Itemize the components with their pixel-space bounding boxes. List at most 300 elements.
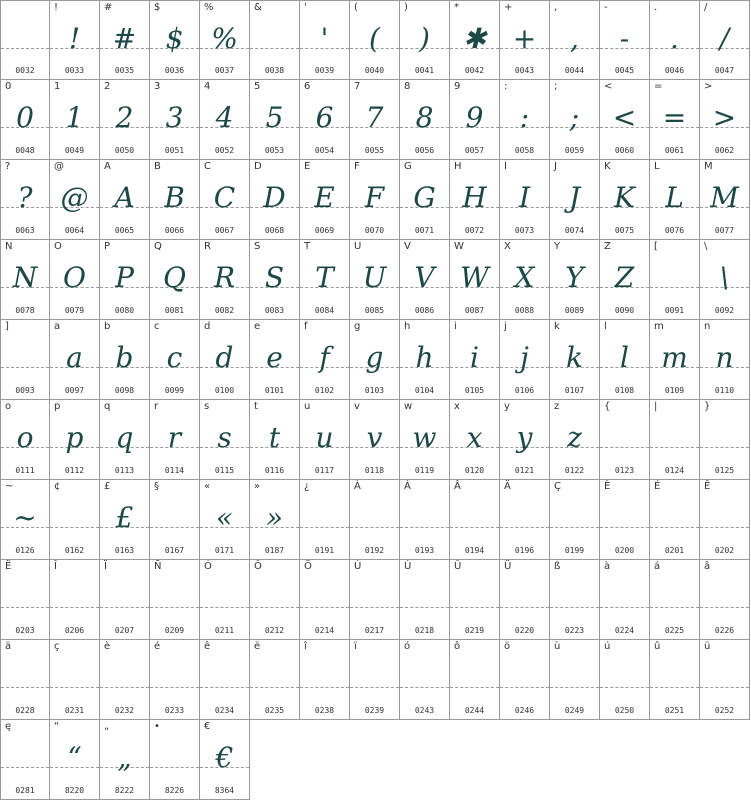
glyph-code: 0192 [364, 546, 385, 555]
glyph-label: x [454, 401, 460, 412]
glyph-cell-0075 [600, 160, 650, 240]
glyph-cell-0036 [150, 0, 200, 80]
glyph-label: 2 [104, 81, 111, 92]
glyph-code: 0074 [564, 226, 585, 235]
glyph-label: £ [104, 481, 111, 492]
glyph-sample [550, 656, 599, 700]
glyph-label: Ù [354, 561, 362, 572]
glyph-cell-0082 [200, 240, 250, 320]
glyph-sample [300, 576, 349, 620]
glyph-sample: N [12, 261, 38, 294]
glyph-sample [400, 576, 449, 620]
glyph-sample [100, 656, 149, 700]
glyph-code: 0079 [64, 306, 85, 315]
glyph-label: - [604, 2, 608, 13]
glyph-code: 0085 [364, 306, 385, 315]
glyph-cell-0115 [200, 400, 250, 480]
glyph-cell-8226 [150, 720, 200, 800]
glyph-sample: # [112, 22, 137, 55]
glyph-label: n [704, 321, 711, 332]
glyph-code: 0196 [514, 546, 535, 555]
glyph-cell-8364 [200, 720, 250, 800]
glyph-label: [ [654, 241, 658, 252]
glyph-code: 0063 [15, 226, 35, 235]
glyph-label: z [554, 401, 560, 412]
glyph-cell-0077 [700, 160, 750, 240]
glyph-sample: € [215, 741, 234, 774]
glyph-label: À [354, 481, 361, 492]
glyph-code: 0191 [314, 546, 335, 555]
glyph-cell-0071 [400, 160, 450, 240]
glyph-label: • [154, 721, 160, 732]
glyph-label: ô [454, 641, 461, 652]
glyph-code: 0223 [564, 626, 585, 635]
glyph-cell-0235 [250, 640, 300, 720]
glyph-label: ö [504, 641, 511, 652]
glyph-code: 0065 [114, 226, 135, 235]
glyph-code: 0058 [514, 146, 535, 155]
glyph-cell-0039 [300, 0, 350, 80]
glyph-label: § [154, 481, 159, 492]
glyph-sample: p [65, 421, 84, 454]
glyph-cell-0047 [700, 0, 750, 80]
glyph-code: 0080 [114, 306, 135, 315]
glyph-sample [1, 576, 49, 620]
glyph-cell-0217 [350, 560, 400, 640]
glyph-code: 0187 [264, 546, 285, 555]
glyph-cell-0062 [700, 80, 750, 160]
glyph-code: 0070 [364, 226, 385, 235]
glyph-code: 0246 [514, 706, 535, 715]
glyph-code: 0059 [564, 146, 585, 155]
glyph-code: 8220 [64, 786, 85, 795]
glyph-label: A [104, 161, 111, 172]
glyph-cell-0041 [400, 0, 450, 80]
glyph-cell-0078 [0, 240, 50, 320]
glyph-code: 0081 [164, 306, 185, 315]
glyph-sample: £ [115, 501, 134, 534]
glyph-label: w [404, 401, 413, 412]
glyph-label: B [154, 161, 161, 172]
glyph-cell-0114 [150, 400, 200, 480]
glyph-code: 0098 [114, 386, 135, 395]
glyph-label: ] [5, 321, 9, 332]
glyph-cell-0239 [350, 640, 400, 720]
glyph-code: 8222 [114, 786, 135, 795]
glyph-sample [450, 576, 499, 620]
glyph-sample: r [167, 421, 182, 454]
glyph-sample: E [314, 181, 335, 214]
glyph-cell-0167 [150, 480, 200, 560]
glyph-cell-0191 [300, 480, 350, 560]
glyph-code: 0244 [464, 706, 485, 715]
glyph-code: 0200 [614, 546, 635, 555]
glyph-cell-0209 [150, 560, 200, 640]
glyph-sample [350, 496, 399, 540]
glyph-sample [50, 656, 99, 700]
glyph-sample [150, 496, 199, 540]
glyph-label: + [504, 2, 513, 13]
glyph-label: Q [154, 241, 162, 252]
glyph-label: P [104, 241, 111, 252]
glyph-cell-0070 [350, 160, 400, 240]
glyph-sample [650, 256, 699, 300]
glyph-code: 0083 [264, 306, 285, 315]
glyph-sample: ✱ [462, 22, 487, 55]
glyph-sample [450, 656, 499, 700]
glyph-label: k [554, 321, 560, 332]
glyph-sample: S [264, 261, 285, 294]
glyph-sample [150, 736, 199, 780]
glyph-sample [600, 496, 649, 540]
glyph-cell-0111 [0, 400, 50, 480]
glyph-code: 0201 [664, 546, 685, 555]
glyph-sample: G [413, 181, 436, 214]
glyph-code: 0075 [614, 226, 635, 235]
glyph-cell-0097 [50, 320, 100, 400]
glyph-cell-0200 [600, 480, 650, 560]
glyph-sample: 4 [215, 101, 234, 134]
glyph-code: 0072 [464, 226, 485, 235]
glyph-label: ê [204, 641, 211, 652]
glyph-label: | [654, 401, 658, 412]
glyph-label: á [654, 561, 661, 572]
glyph-cell-0065 [100, 160, 150, 240]
glyph-label: Ö [304, 561, 312, 572]
glyph-cell-0037 [200, 0, 250, 80]
glyph-sample: H [462, 181, 487, 214]
glyph-sample: U [362, 261, 387, 294]
glyph-cell-0081 [150, 240, 200, 320]
glyph-sample: o [16, 421, 34, 454]
glyph-sample [600, 576, 649, 620]
glyph-label: ; [554, 81, 558, 92]
glyph-sample: k [566, 341, 583, 374]
glyph-sample [700, 576, 749, 620]
glyph-sample: F [364, 181, 385, 214]
glyph-cell-0162 [50, 480, 100, 560]
glyph-label: ï [354, 641, 357, 652]
glyph-label: è [104, 641, 111, 652]
glyph-label: m [654, 321, 664, 332]
glyph-sample: 1 [65, 101, 84, 134]
glyph-code: 0107 [564, 386, 585, 395]
glyph-label: 6 [304, 81, 311, 92]
glyph-cell-0109 [650, 320, 700, 400]
glyph-label: S [254, 241, 261, 252]
glyph-code: 0117 [314, 466, 335, 475]
glyph-label: , [554, 2, 558, 13]
glyph-code: 0123 [614, 466, 635, 475]
glyph-cell-0040 [350, 0, 400, 80]
glyph-cell-0119 [400, 400, 450, 480]
glyph-sample [150, 576, 199, 620]
glyph-cell-0228 [0, 640, 50, 720]
glyph-code: 0055 [364, 146, 385, 155]
glyph-cell-0214 [300, 560, 350, 640]
glyph-sample: . [670, 22, 679, 55]
glyph-cell-0201 [650, 480, 700, 560]
glyph-sample: Z [614, 261, 635, 294]
glyph-sample: ! [68, 22, 81, 55]
glyph-label: M [704, 161, 713, 172]
glyph-cell-0066 [150, 160, 200, 240]
glyph-cell-0193 [400, 480, 450, 560]
glyph-code: 0037 [214, 66, 235, 75]
glyph-cell-0121 [500, 400, 550, 480]
glyph-cell-0234 [200, 640, 250, 720]
glyph-label: 3 [154, 81, 161, 92]
glyph-label: = [654, 81, 663, 92]
glyph-label: Û [454, 561, 462, 572]
glyph-code: 0226 [714, 626, 735, 635]
glyph-label: N [5, 241, 13, 252]
glyph-cell-0046 [650, 0, 700, 80]
glyph-cell-0076 [650, 160, 700, 240]
glyph-cell-0246 [500, 640, 550, 720]
glyph-code: 0199 [564, 546, 585, 555]
glyph-code: 0104 [414, 386, 435, 395]
glyph-cell-0053 [250, 80, 300, 160]
glyph-cell-0052 [200, 80, 250, 160]
glyph-sample [150, 656, 199, 700]
glyph-label: . [654, 2, 658, 13]
glyph-sample [1, 736, 49, 780]
glyph-sample: @ [60, 181, 89, 214]
glyph-label: Î [54, 561, 57, 572]
glyph-label: é [154, 641, 161, 652]
glyph-code: 0119 [414, 466, 435, 475]
glyph-sample [550, 496, 599, 540]
glyph-label: ę [5, 721, 12, 732]
glyph-cell-0061 [650, 80, 700, 160]
glyph-sample: m [661, 341, 688, 374]
glyph-sample: v [366, 421, 383, 454]
glyph-cell-0063 [0, 160, 50, 240]
glyph-label: c [154, 321, 160, 332]
glyph-cell-0244 [450, 640, 500, 720]
glyph-sample: = [662, 101, 687, 134]
glyph-code: 0194 [464, 546, 485, 555]
glyph-label: ù [554, 641, 561, 652]
glyph-sample [250, 17, 299, 61]
glyph-label: ß [554, 561, 561, 572]
glyph-label: L [654, 161, 660, 172]
glyph-sample: + [512, 22, 537, 55]
glyph-code: 0041 [414, 66, 435, 75]
glyph-cell-0099 [150, 320, 200, 400]
glyph-label: 4 [204, 81, 211, 92]
glyph-cell-0116 [250, 400, 300, 480]
glyph-code: 0225 [664, 626, 685, 635]
glyph-label: ü [704, 641, 711, 652]
glyph-sample: B [164, 181, 185, 214]
glyph-label: @ [54, 161, 64, 172]
glyph-code: 0044 [564, 66, 585, 75]
glyph-label: 1 [54, 81, 61, 92]
glyph-code: 0124 [664, 466, 685, 475]
glyph-label: à [604, 561, 611, 572]
glyph-cell-0057 [450, 80, 500, 160]
glyph-cell-0231 [50, 640, 100, 720]
glyph-cell-0125 [700, 400, 750, 480]
glyph-label: E [304, 161, 311, 172]
glyph-sample: d [215, 341, 234, 374]
glyph-label: ú [604, 641, 611, 652]
glyph-cell-0084 [300, 240, 350, 320]
glyph-code: 0069 [314, 226, 335, 235]
glyph-label: Ç [554, 481, 561, 492]
glyph-sample: t [268, 421, 281, 454]
glyph-cell-0106 [500, 320, 550, 400]
glyph-cell-0250 [600, 640, 650, 720]
glyph-label: y [504, 401, 510, 412]
glyph-code: 0122 [564, 466, 585, 475]
glyph-cell-0124 [650, 400, 700, 480]
glyph-code: 0066 [164, 226, 185, 235]
glyph-cell-0118 [350, 400, 400, 480]
glyph-cell-0079 [50, 240, 100, 320]
glyph-label: Ó [204, 561, 212, 572]
glyph-code: 0228 [15, 706, 35, 715]
glyph-sample: 8 [415, 101, 434, 134]
glyph-label: € [204, 721, 211, 732]
glyph-code: 0052 [214, 146, 235, 155]
glyph-label: $ [154, 2, 161, 13]
glyph-label: Ä [504, 481, 511, 492]
glyph-code: 0211 [214, 626, 235, 635]
glyph-sample: q [115, 421, 134, 454]
glyph-label: î [304, 641, 307, 652]
glyph-label: “ [54, 721, 60, 732]
glyph-label: Ô [254, 561, 262, 572]
glyph-code: 0047 [714, 66, 735, 75]
glyph-label: 5 [254, 81, 261, 92]
glyph-cell-0068 [250, 160, 300, 240]
glyph-code: 0249 [564, 706, 585, 715]
glyph-label: ä [5, 641, 12, 652]
glyph-sample: s [217, 421, 232, 454]
glyph-code: 0082 [214, 306, 235, 315]
glyph-sample: 9 [465, 101, 484, 134]
glyph-sample: ( [369, 22, 380, 55]
glyph-cell-0232 [100, 640, 150, 720]
glyph-cell-0048 [0, 80, 50, 160]
glyph-cell-0088 [500, 240, 550, 320]
glyph-label: G [404, 161, 412, 172]
glyph-cell-0251 [650, 640, 700, 720]
glyph-code: 0234 [214, 706, 235, 715]
glyph-sample: $ [165, 22, 184, 55]
glyph-code: 0099 [164, 386, 185, 395]
glyph-sample: Y [565, 261, 584, 294]
glyph-label: H [454, 161, 462, 172]
glyph-sample: ? [17, 181, 33, 214]
glyph-label: ¢ [54, 481, 61, 492]
glyph-code: 0220 [514, 626, 535, 635]
glyph-code: 0118 [364, 466, 385, 475]
glyph-code: 0043 [514, 66, 535, 75]
glyph-sample [650, 416, 699, 460]
glyph-cell-0100 [200, 320, 250, 400]
glyph-code: 0108 [614, 386, 635, 395]
glyph-sample [650, 656, 699, 700]
glyph-sample: g [365, 341, 384, 374]
glyph-sample: ; [569, 101, 580, 134]
glyph-label: > [704, 81, 713, 92]
glyph-code: 0252 [714, 706, 735, 715]
glyph-code: 0046 [664, 66, 685, 75]
glyph-label: » [254, 481, 261, 492]
glyph-sample: 6 [315, 101, 334, 134]
glyph-code: 0087 [464, 306, 485, 315]
glyph-code: 0235 [264, 706, 285, 715]
glyph-code: 0097 [64, 386, 85, 395]
glyph-label: j [504, 321, 507, 332]
glyph-code: 0077 [714, 226, 735, 235]
glyph-code: 0171 [214, 546, 235, 555]
glyph-sample: Q [163, 261, 186, 294]
glyph-label: / [704, 2, 708, 13]
glyph-label: * [454, 2, 459, 13]
glyph-code: 0064 [64, 226, 85, 235]
glyph-code: 0067 [214, 226, 235, 235]
glyph-sample [350, 576, 399, 620]
glyph-sample: j [520, 341, 529, 374]
glyph-code: 0125 [714, 466, 735, 475]
glyph-sample [350, 656, 399, 700]
glyph-cell-0038 [250, 0, 300, 80]
glyph-sample: : [519, 101, 530, 134]
glyph-label: È [604, 481, 611, 492]
glyph-label: o [5, 401, 12, 412]
glyph-sample: W [460, 261, 489, 294]
glyph-sample: I [518, 181, 531, 214]
glyph-sample [250, 656, 299, 700]
glyph-label: ¿ [304, 481, 310, 492]
glyph-sample: » [265, 501, 284, 534]
glyph-label: Á [404, 481, 411, 492]
glyph-code: 0054 [314, 146, 335, 155]
glyph-code: 0206 [64, 626, 85, 635]
glyph-sample: 7 [365, 101, 384, 134]
glyph-label: t [254, 401, 258, 412]
glyph-cell-0207 [100, 560, 150, 640]
glyph-label: # [104, 2, 113, 13]
glyph-label: ! [54, 2, 59, 13]
glyph-cell-0101 [250, 320, 300, 400]
glyph-code: 0217 [364, 626, 385, 635]
glyph-label: ç [54, 641, 60, 652]
glyph-code: 0060 [614, 146, 635, 155]
glyph-cell-0122 [550, 400, 600, 480]
glyph-code: 0162 [64, 546, 85, 555]
glyph-cell-0059 [550, 80, 600, 160]
glyph-sample: ) [419, 22, 430, 55]
glyph-code: 0209 [164, 626, 185, 635]
glyph-code: 0089 [564, 306, 585, 315]
glyph-label: p [54, 401, 61, 412]
glyph-label: Ú [404, 561, 412, 572]
glyph-label: : [504, 81, 508, 92]
glyph-sample: „ [117, 741, 132, 774]
glyph-sample: M [710, 181, 739, 214]
glyph-sample: w [412, 421, 437, 454]
glyph-sample: \ [719, 261, 730, 294]
glyph-cell-0212 [250, 560, 300, 640]
glyph-cell-0203 [0, 560, 50, 640]
glyph-cell-0211 [200, 560, 250, 640]
